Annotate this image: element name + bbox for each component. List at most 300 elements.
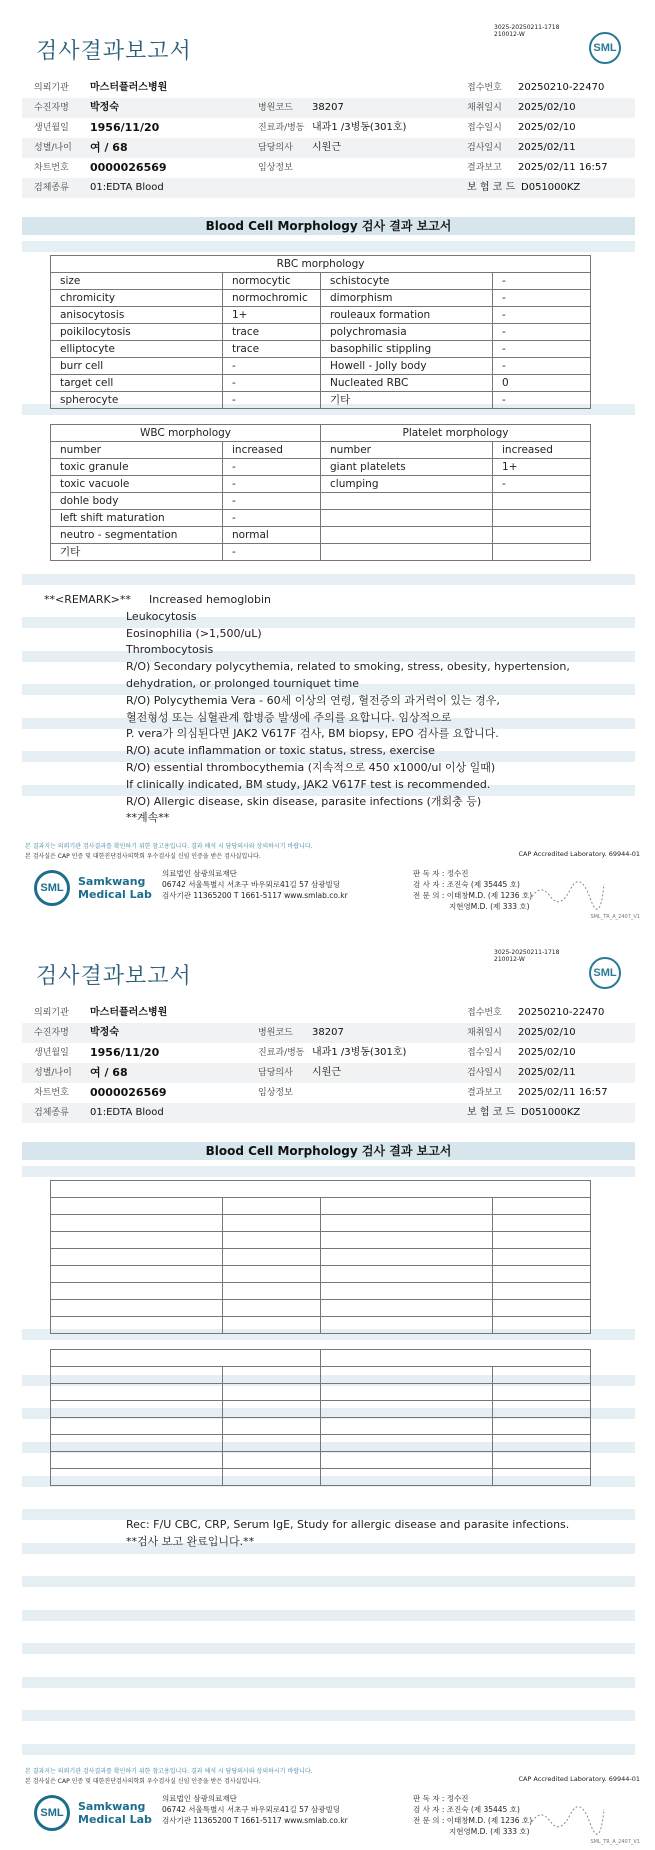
morphology-result xyxy=(493,510,591,527)
received-label: 접수일시 xyxy=(467,123,502,133)
morphology-item xyxy=(321,510,493,527)
morphology-item: burr cell xyxy=(51,358,223,375)
staff-line-1: 판 독 자 : 정수진 xyxy=(413,869,469,878)
morphology-item xyxy=(51,1300,223,1317)
morphology-result xyxy=(493,527,591,544)
morphology-result xyxy=(493,1317,591,1334)
table-row xyxy=(51,307,591,324)
chart-label: 차트번호 xyxy=(34,163,69,173)
morphology-item xyxy=(321,493,493,510)
morphology-item: schistocyte xyxy=(321,273,493,290)
institution-line-1: 의료법인 삼광의료재단 xyxy=(162,1794,237,1803)
reception-no-label: 접수번호 xyxy=(467,1008,502,1018)
rbc-morphology-table xyxy=(50,255,591,409)
doctor-value: 시원근 xyxy=(312,1067,341,1078)
stripe xyxy=(22,1543,635,1554)
table-row xyxy=(51,290,591,307)
morphology-item: Howell - Jolly body xyxy=(321,358,493,375)
morphology-result: - xyxy=(493,341,591,358)
morphology-result xyxy=(493,1300,591,1317)
institution-line-3: 검사기관 11365200 T 1661-5117 www.smlab.co.kr xyxy=(162,891,348,900)
morphology-result xyxy=(493,1266,591,1283)
morphology-item: elliptocyte xyxy=(51,341,223,358)
doctor-label: 담당의사 xyxy=(258,143,293,153)
chart-value: 0000026569 xyxy=(90,1086,167,1099)
morphology-result xyxy=(223,1300,321,1317)
morphology-item xyxy=(321,1469,493,1486)
chart-value: 0000026569 xyxy=(90,161,167,174)
morphology-item xyxy=(51,1469,223,1486)
table-row xyxy=(51,341,591,358)
dept-value: 내과1 /3병동(301호) xyxy=(312,122,407,133)
morphology-result: normal xyxy=(223,527,321,544)
morphology-item xyxy=(321,1215,493,1232)
morphology-result xyxy=(223,1283,321,1300)
insurance-label: 보 험 코 드 xyxy=(467,182,516,193)
morphology-result: - xyxy=(223,459,321,476)
morphology-item xyxy=(51,1418,223,1435)
morphology-item xyxy=(321,1452,493,1469)
stripe xyxy=(22,241,635,252)
morphology-item: neutro - segmentation xyxy=(51,527,223,544)
stripe xyxy=(22,1643,635,1654)
morphology-result xyxy=(223,1317,321,1334)
morphology-item xyxy=(321,1300,493,1317)
received-value: 2025/02/10 xyxy=(518,1047,576,1058)
form-version: SML_TR_A_2407_V1 xyxy=(590,914,640,920)
table-row xyxy=(51,1198,591,1215)
sml-footer-logo: SML xyxy=(34,870,70,906)
sml-logo: SML xyxy=(589,957,621,989)
morphology-item xyxy=(51,1384,223,1401)
document-number: 3025-20250211-1718 210012-W xyxy=(494,24,560,38)
table-row xyxy=(51,1469,591,1486)
remark-line: Eosinophilia (>1,500/uL) xyxy=(126,626,262,640)
sex-age-value: 여 / 68 xyxy=(90,141,128,154)
morphology-result xyxy=(493,1435,591,1452)
stripe xyxy=(22,1744,635,1755)
cap-accreditation: CAP Accredited Laboratory. 69944-01 xyxy=(518,1775,640,1783)
remark-line: Leukocytosis xyxy=(126,609,197,623)
table-row xyxy=(51,273,591,290)
morphology-result xyxy=(493,544,591,561)
morphology-result: trace xyxy=(223,324,321,341)
sex-age-label: 성별/나이 xyxy=(34,143,72,153)
morphology-item xyxy=(321,527,493,544)
morphology-result xyxy=(223,1418,321,1435)
remark-line: **계속** xyxy=(126,811,170,825)
institution-line-3: 검사기관 11365200 T 1661-5117 www.smlab.co.kr xyxy=(162,1816,348,1825)
sml-logo: SML xyxy=(589,32,621,64)
recommendation-line: Rec: F/U CBC, CRP, Serum IgE, Study for allergic disease and parasite infections. xyxy=(126,1518,570,1531)
form-version: SML_TR_A_2407_V1 xyxy=(590,1839,640,1845)
received-value: 2025/02/10 xyxy=(518,122,576,133)
table-row xyxy=(51,527,591,544)
morphology-item: polychromasia xyxy=(321,324,493,341)
morphology-item xyxy=(51,1317,223,1334)
lab-name-2: Medical Lab xyxy=(78,1813,152,1826)
table-row xyxy=(51,1367,591,1384)
morphology-item: 기타 xyxy=(51,544,223,561)
empty-wbc-table xyxy=(50,1349,591,1486)
collected-value: 2025/02/10 xyxy=(518,102,576,113)
reception-no-value: 20250210-22470 xyxy=(518,1007,605,1018)
remark-line: R/O) Secondary polycythemia, related to smoking, stress, obesity, hypertension, xyxy=(126,660,570,674)
morphology-result xyxy=(223,1266,321,1283)
morphology-item xyxy=(51,1283,223,1300)
morphology-result xyxy=(493,1249,591,1266)
morphology-result xyxy=(223,1452,321,1469)
morphology-item xyxy=(51,1367,223,1384)
morphology-result xyxy=(223,1198,321,1215)
morphology-result xyxy=(493,1215,591,1232)
table-row xyxy=(51,1384,591,1401)
morphology-item xyxy=(51,1401,223,1418)
hospital-code-label: 병원코드 xyxy=(258,103,293,113)
morphology-result: - xyxy=(493,392,591,409)
cap-accreditation: CAP Accredited Laboratory. 69944-01 xyxy=(518,850,640,858)
footer-notice-1: 본 결과지는 의뢰기관 검사결과를 확인하기 위한 참고용입니다. 결과 해석 시 담당의사와 상의하시기 바랍니다. xyxy=(25,1768,313,1775)
table-row xyxy=(51,1452,591,1469)
hospital-code-label: 병원코드 xyxy=(258,1028,293,1038)
morphology-result xyxy=(493,1469,591,1486)
morphology-result: - xyxy=(223,544,321,561)
morphology-result: - xyxy=(223,392,321,409)
remark-line: If clinically indicated, BM study, JAK2 V617F test is recommended. xyxy=(126,777,491,791)
lab-name-2: Medical Lab xyxy=(78,888,152,901)
table-row xyxy=(51,544,591,561)
morphology-result xyxy=(223,1215,321,1232)
wbc-platelet-morphology-table xyxy=(50,424,591,561)
table-row xyxy=(51,1300,591,1317)
reported-value: 2025/02/11 16:57 xyxy=(518,162,608,173)
morphology-result xyxy=(223,1401,321,1418)
remark-line: R/O) Allergic disease, skin disease, parasite infections (개회충 등) xyxy=(126,794,482,808)
morphology-item: number xyxy=(51,442,223,459)
table-row xyxy=(51,459,591,476)
staff-line-4: 지현영M.D. (제 333 호) xyxy=(449,1827,530,1836)
morphology-item xyxy=(321,1401,493,1418)
morphology-item: clumping xyxy=(321,476,493,493)
doctor-label: 담당의사 xyxy=(258,1068,293,1078)
table-row xyxy=(51,1283,591,1300)
footer-notice-1: 본 결과지는 의뢰기관 검사결과를 확인하기 위한 참고용입니다. 결과 해석 시 담당의사와 상의하시기 바랍니다. xyxy=(25,843,313,850)
morphology-item: Nucleated RBC xyxy=(321,375,493,392)
morphology-item: left shift maturation xyxy=(51,510,223,527)
morphology-result xyxy=(493,1367,591,1384)
stripe xyxy=(22,1610,635,1621)
report-title: 검사결과보고서 xyxy=(36,39,192,64)
hospital-code-value: 38207 xyxy=(312,1027,344,1038)
morphology-item xyxy=(51,1198,223,1215)
table-row xyxy=(51,476,591,493)
morphology-item: dimorphism xyxy=(321,290,493,307)
morphology-item xyxy=(51,1249,223,1266)
staff-line-2: 검 사 자 : 조진숙 (제 35445 호) xyxy=(413,1805,520,1814)
staff-line-3: 전 문 의 : 이태창M.D. (제 1236 호) xyxy=(413,1816,533,1825)
table-row xyxy=(51,1435,591,1452)
morphology-result: trace xyxy=(223,341,321,358)
footer-notice-2: 본 검사실은 CAP 인증 및 대한진단검사의학회 우수검사실 신임 인증을 받은 검사실입니다. xyxy=(25,853,261,860)
staff-line-3: 전 문 의 : 이태창M.D. (제 1236 호) xyxy=(413,891,533,900)
morphology-result: - xyxy=(493,476,591,493)
institution-line-1: 의료법인 삼광의료재단 xyxy=(162,869,237,878)
morphology-result xyxy=(223,1384,321,1401)
morphology-result xyxy=(493,1418,591,1435)
sex-age-label: 성별/나이 xyxy=(34,1068,72,1078)
specimen-value: 01:EDTA Blood xyxy=(90,1107,164,1118)
morphology-result xyxy=(223,1435,321,1452)
signature-icon xyxy=(526,876,606,910)
birth-value: 1956/11/20 xyxy=(90,1046,160,1059)
morphology-item xyxy=(321,1283,493,1300)
table-row xyxy=(51,442,591,459)
header-row-2 xyxy=(22,1023,635,1043)
reception-no-value: 20250210-22470 xyxy=(518,82,605,93)
table-row xyxy=(51,358,591,375)
header-row-4 xyxy=(22,138,635,158)
collected-label: 채취일시 xyxy=(467,103,502,113)
stripe xyxy=(22,1710,635,1721)
table-row xyxy=(51,1266,591,1283)
remark-line: P. vera가 의심된다면 JAK2 V617F 검사, BM biopsy, EPO 검사를 요합니다. xyxy=(126,727,499,741)
morphology-item xyxy=(51,1266,223,1283)
dept-label: 진료과/병동 xyxy=(258,123,305,133)
report-complete-line: **검사 보고 완료입니다.** xyxy=(126,1535,255,1548)
document-number: 3025-20250211-1718 210012-W xyxy=(494,949,560,963)
patient-label: 수진자명 xyxy=(34,103,69,113)
specimen-label: 검체종류 xyxy=(34,183,69,193)
tested-value: 2025/02/11 xyxy=(518,1067,576,1078)
morphology-item xyxy=(321,1249,493,1266)
institution-line-2: 06742 서울특별시 서초구 바우뫼로41길 57 삼광빌딩 xyxy=(162,1805,341,1814)
morphology-result xyxy=(493,1401,591,1418)
empty-cell xyxy=(51,1350,321,1367)
institution-line-2: 06742 서울특별시 서초구 바우뫼로41길 57 삼광빌딩 xyxy=(162,880,341,889)
table-row xyxy=(51,1317,591,1334)
morphology-item xyxy=(321,1367,493,1384)
report-page-2 xyxy=(0,925,655,1850)
rbc-table-title: RBC morphology xyxy=(51,256,591,273)
morphology-item: number xyxy=(321,442,493,459)
morphology-result: increased xyxy=(223,442,321,459)
specimen-label: 검체종류 xyxy=(34,1108,69,1118)
header-row-6 xyxy=(22,178,635,198)
morphology-item: anisocytosis xyxy=(51,307,223,324)
header-row-3 xyxy=(22,118,635,138)
remark-line: 혈전형성 또는 심혈관계 합병증 발생에 주의를 요합니다. 임상적으로 xyxy=(126,710,452,724)
stripe xyxy=(22,1166,635,1177)
collected-label: 채취일시 xyxy=(467,1028,502,1038)
morphology-result: 1+ xyxy=(493,459,591,476)
reception-no-label: 접수번호 xyxy=(467,83,502,93)
institution-label: 의뢰기관 xyxy=(34,83,69,93)
morphology-item xyxy=(51,1215,223,1232)
table-row xyxy=(51,375,591,392)
wbc-table-title: WBC morphology xyxy=(51,425,321,442)
remark-line: R/O) essential thrombocythemia (지속적으로 450 x1000/ul 이상 일때) xyxy=(126,761,496,774)
morphology-item xyxy=(321,1198,493,1215)
sex-age-value: 여 / 68 xyxy=(90,1066,128,1079)
remark-line: R/O) Polycythemia Vera - 60세 이상의 연령, 혈전증의 과거력이 있는 경우, xyxy=(126,693,500,707)
morphology-result: - xyxy=(493,358,591,375)
institution-value: 마스터플러스병원 xyxy=(90,1007,168,1018)
header-row-6 xyxy=(22,1103,635,1123)
morphology-result: - xyxy=(223,476,321,493)
morphology-item: giant platelets xyxy=(321,459,493,476)
morphology-item: 기타 xyxy=(321,392,493,409)
morphology-result: normochromic xyxy=(223,290,321,307)
morphology-result xyxy=(223,1249,321,1266)
morphology-item: rouleaux formation xyxy=(321,307,493,324)
table-row xyxy=(51,1401,591,1418)
empty-cell xyxy=(51,1181,591,1198)
patient-value: 박정숙 xyxy=(90,1027,119,1038)
morphology-item: toxic granule xyxy=(51,459,223,476)
morphology-item xyxy=(51,1435,223,1452)
remark-label: **<REMARK>** xyxy=(44,593,131,606)
patient-label: 수진자명 xyxy=(34,1028,69,1038)
chart-label: 차트번호 xyxy=(34,1088,69,1098)
morphology-result: - xyxy=(223,358,321,375)
morphology-item xyxy=(321,544,493,561)
morphology-result xyxy=(223,1469,321,1486)
morphology-result xyxy=(493,1384,591,1401)
header-row-3 xyxy=(22,1043,635,1063)
dept-label: 진료과/병동 xyxy=(258,1048,305,1058)
morphology-result xyxy=(493,1232,591,1249)
header-row-5 xyxy=(22,158,635,178)
header-row-4 xyxy=(22,1063,635,1083)
morphology-item: dohle body xyxy=(51,493,223,510)
empty-cell xyxy=(321,1350,591,1367)
section-title: Blood Cell Morphology 검사 결과 보고서 xyxy=(22,217,635,235)
remark-line: R/O) acute inflammation or toxic status, stress, exercise xyxy=(126,744,435,758)
morphology-item xyxy=(51,1232,223,1249)
empty-rbc-table xyxy=(50,1180,591,1334)
institution-value: 마스터플러스병원 xyxy=(90,82,168,93)
header-row-2 xyxy=(22,98,635,118)
insurance-value: D051000KZ xyxy=(521,1107,581,1118)
section-title: Blood Cell Morphology 검사 결과 보고서 xyxy=(22,1142,635,1160)
morphology-result: normocytic xyxy=(223,273,321,290)
morphology-result: - xyxy=(223,375,321,392)
dept-value: 내과1 /3병동(301호) xyxy=(312,1047,407,1058)
morphology-result xyxy=(493,1283,591,1300)
stripe xyxy=(22,617,635,628)
morphology-item: spherocyte xyxy=(51,392,223,409)
insurance-value: D051000KZ xyxy=(521,182,581,193)
clinical-label: 임상정보 xyxy=(258,1088,293,1098)
morphology-result: - xyxy=(493,307,591,324)
stripe xyxy=(22,1576,635,1587)
morphology-result xyxy=(223,1232,321,1249)
birth-label: 생년월일 xyxy=(34,1048,69,1058)
morphology-result xyxy=(223,1367,321,1384)
table-row xyxy=(51,1215,591,1232)
reported-value: 2025/02/11 16:57 xyxy=(518,1087,608,1098)
stripe xyxy=(22,574,635,585)
morphology-item: size xyxy=(51,273,223,290)
morphology-result: 0 xyxy=(493,375,591,392)
patient-value: 박정숙 xyxy=(90,102,119,113)
reported-label: 결과보고 xyxy=(467,1088,502,1098)
table-row xyxy=(51,1249,591,1266)
morphology-item: poikilocytosis xyxy=(51,324,223,341)
morphology-item: basophilic stippling xyxy=(321,341,493,358)
staff-line-4: 지현영M.D. (제 333 호) xyxy=(449,902,530,911)
table-row xyxy=(51,392,591,409)
remark-line: Increased hemoglobin xyxy=(149,593,271,606)
table-row xyxy=(51,1232,591,1249)
remark-line: Thrombocytosis xyxy=(126,643,214,657)
doctor-value: 시원근 xyxy=(312,142,341,153)
stripe xyxy=(22,1677,635,1688)
morphology-item xyxy=(321,1317,493,1334)
clinical-label: 임상정보 xyxy=(258,163,293,173)
remark-line: dehydration, or prolonged tourniquet time xyxy=(126,677,360,690)
morphology-item: chromicity xyxy=(51,290,223,307)
birth-value: 1956/11/20 xyxy=(90,121,160,134)
morphology-result xyxy=(493,493,591,510)
morphology-item xyxy=(321,1384,493,1401)
staff-line-1: 판 독 자 : 정수진 xyxy=(413,1794,469,1803)
report-title: 검사결과보고서 xyxy=(36,964,192,989)
header-row-1 xyxy=(22,1003,635,1023)
insurance-label: 보 험 코 드 xyxy=(467,1107,516,1118)
hospital-code-value: 38207 xyxy=(312,102,344,113)
morphology-item xyxy=(51,1452,223,1469)
received-label: 접수일시 xyxy=(467,1048,502,1058)
header-row-1 xyxy=(22,78,635,98)
morphology-item xyxy=(321,1418,493,1435)
table-row xyxy=(51,510,591,527)
sml-footer-logo: SML xyxy=(34,1795,70,1831)
morphology-result: - xyxy=(223,493,321,510)
tested-value: 2025/02/11 xyxy=(518,142,576,153)
header-row-5 xyxy=(22,1083,635,1103)
signature-icon xyxy=(526,1801,606,1835)
morphology-result: increased xyxy=(493,442,591,459)
tested-label: 검사일시 xyxy=(467,143,502,153)
lab-name-1: Samkwang xyxy=(78,875,146,888)
staff-line-2: 검 사 자 : 조진숙 (제 35445 호) xyxy=(413,880,520,889)
reported-label: 결과보고 xyxy=(467,163,502,173)
collected-value: 2025/02/10 xyxy=(518,1027,576,1038)
morphology-result: - xyxy=(493,273,591,290)
morphology-item xyxy=(321,1232,493,1249)
morphology-result: - xyxy=(223,510,321,527)
morphology-result: - xyxy=(493,324,591,341)
specimen-value: 01:EDTA Blood xyxy=(90,182,164,193)
lab-name-1: Samkwang xyxy=(78,1800,146,1813)
table-row xyxy=(51,324,591,341)
morphology-result: - xyxy=(493,290,591,307)
morphology-item: toxic vacuole xyxy=(51,476,223,493)
table-row xyxy=(51,1418,591,1435)
institution-label: 의뢰기관 xyxy=(34,1008,69,1018)
morphology-item xyxy=(321,1435,493,1452)
morphology-result: 1+ xyxy=(223,307,321,324)
morphology-item xyxy=(321,1266,493,1283)
morphology-result xyxy=(493,1198,591,1215)
morphology-item: target cell xyxy=(51,375,223,392)
birth-label: 생년월일 xyxy=(34,123,69,133)
platelet-table-title: Platelet morphology xyxy=(321,425,591,442)
footer-notice-2: 본 검사실은 CAP 인증 및 대한진단검사의학회 우수검사실 신임 인증을 받은 검사실입니다. xyxy=(25,1778,261,1785)
table-row xyxy=(51,493,591,510)
morphology-result xyxy=(493,1452,591,1469)
